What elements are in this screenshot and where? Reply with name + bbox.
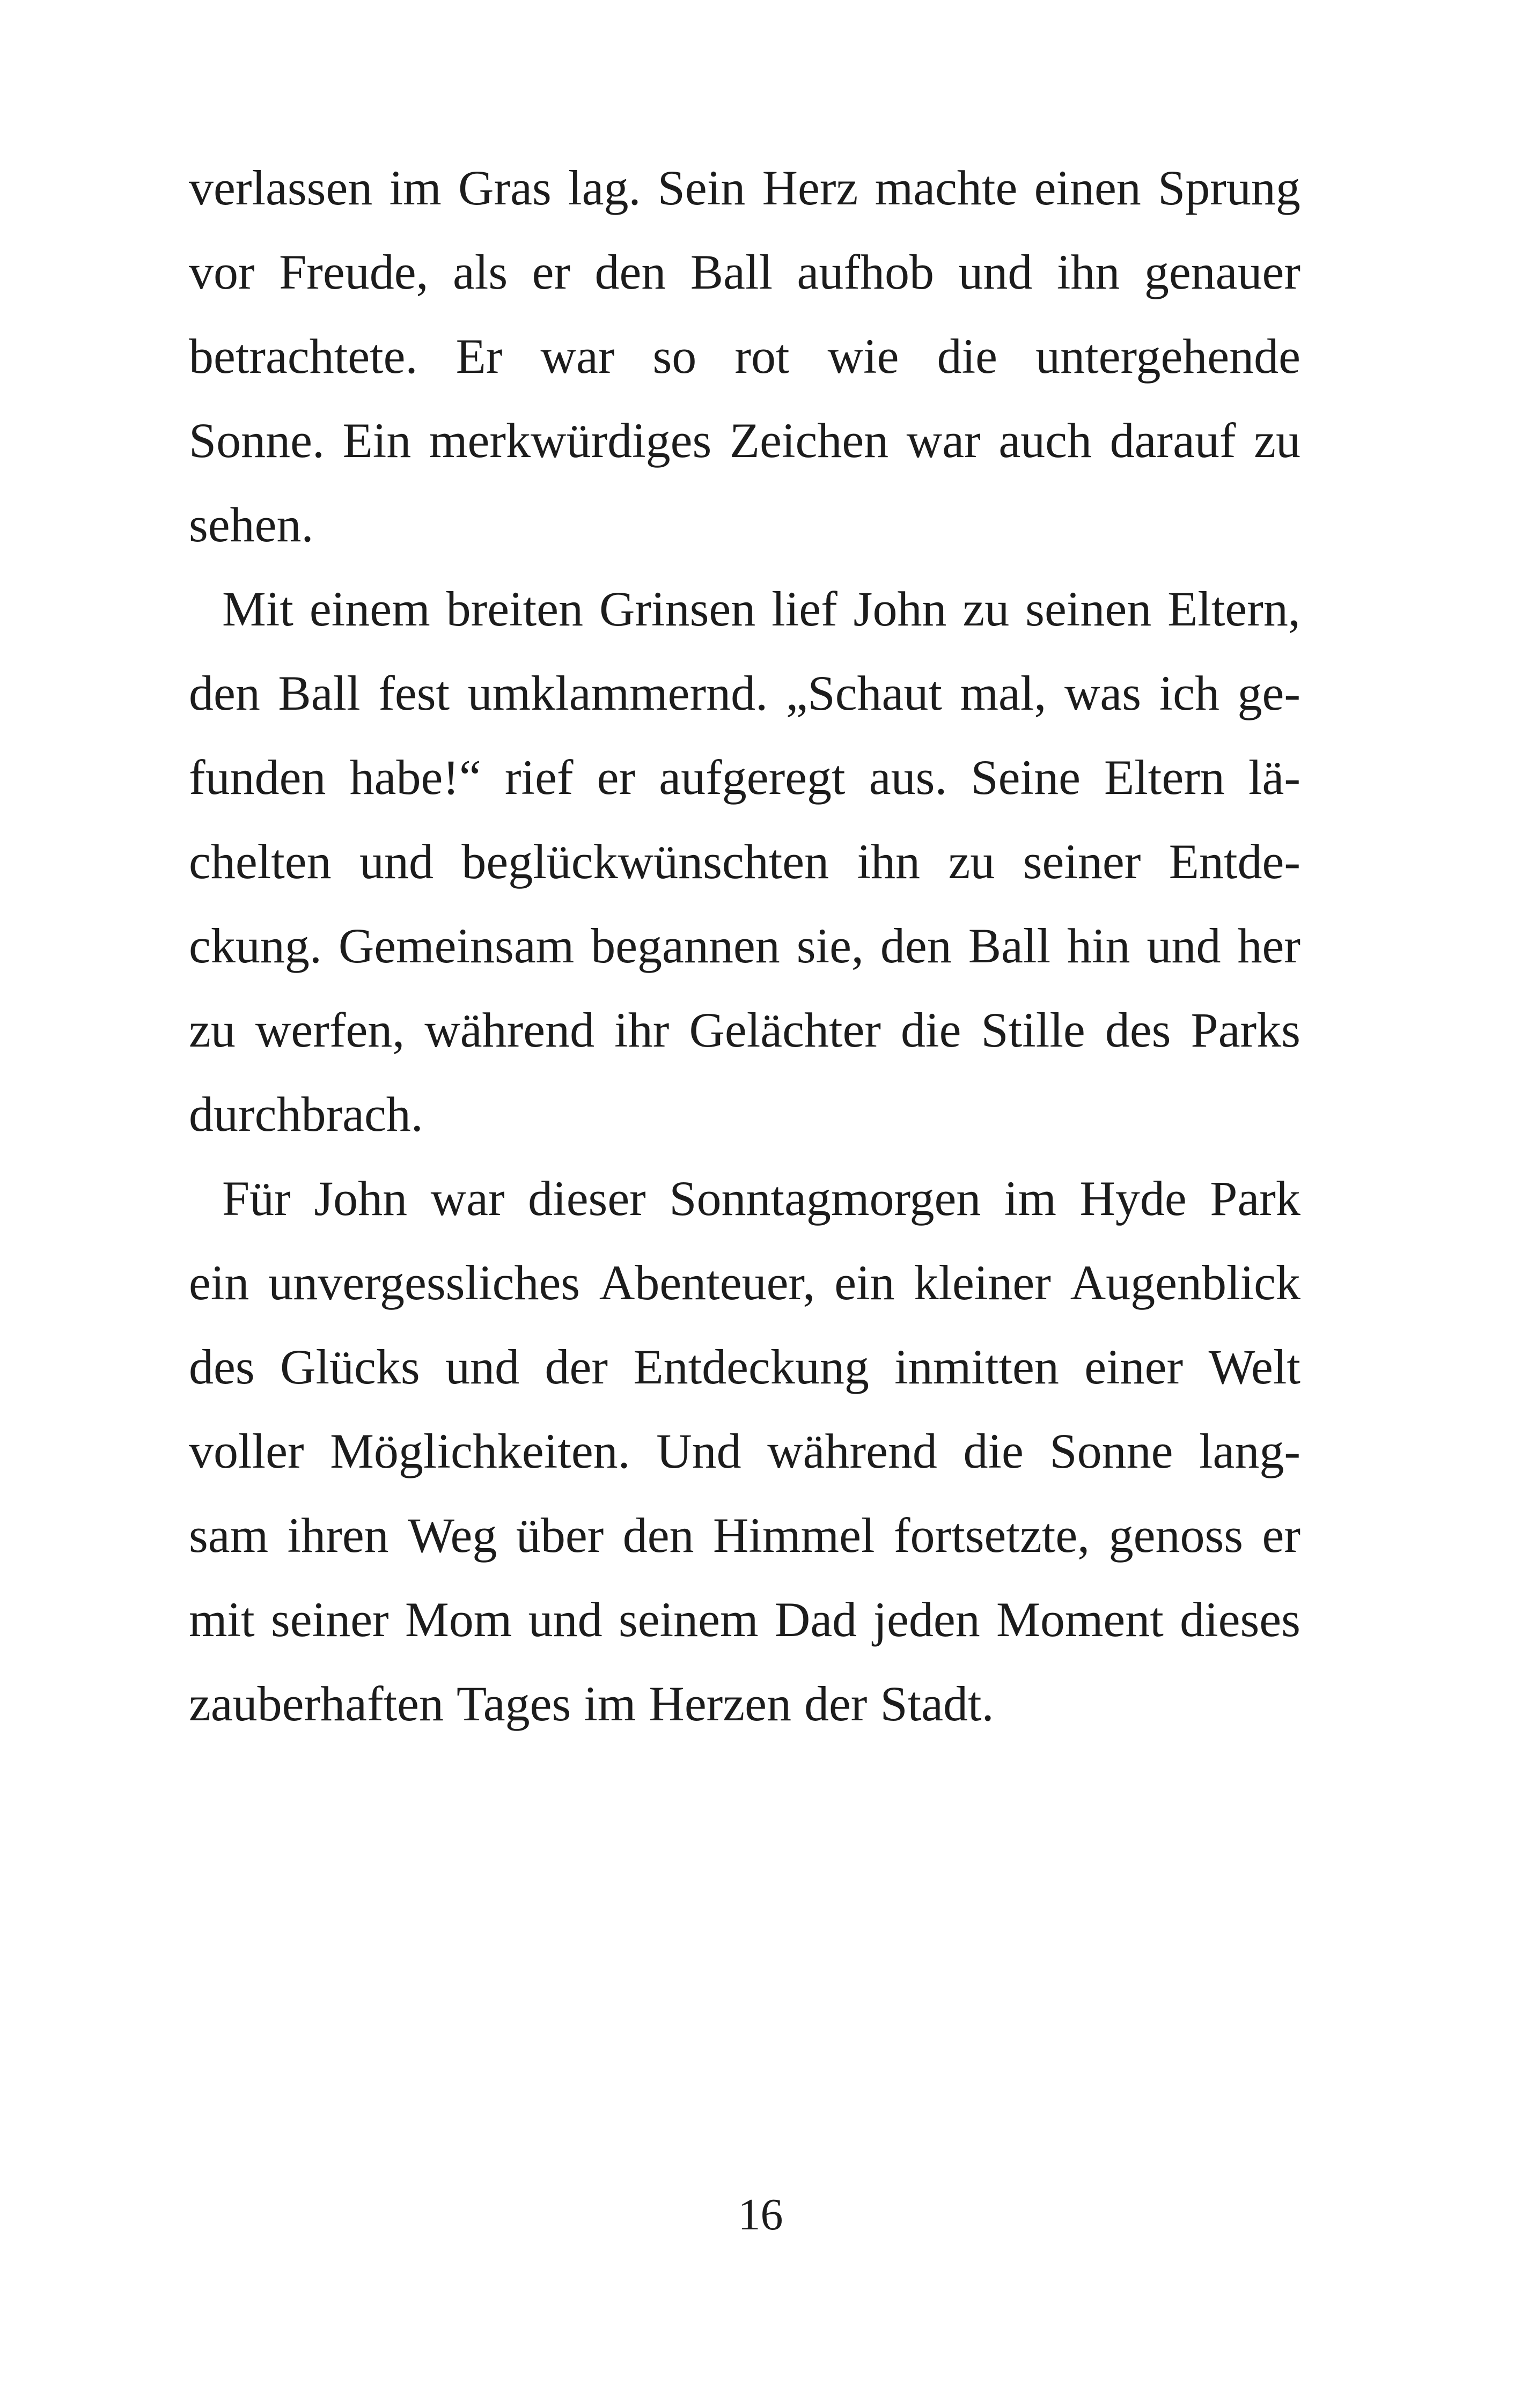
text-line: durchbrach. [189, 1087, 423, 1142]
text-line: Mit einem breiten Grinsen lief John zu seinen Eltern, [222, 581, 1300, 636]
text-line: zu werfen, während ihr Gelächter die Stille des Parks [189, 1003, 1300, 1057]
text-line: sam ihren Weg über den Himmel fortsetzte, genoss er [189, 1508, 1300, 1563]
text-line: voller Möglichkeiten. Und während die Sonne lang- [189, 1424, 1300, 1478]
text-line: verlassen im Gras lag. Sein Herz machte einen Sprung [189, 160, 1300, 215]
text-line: ein unvergessliches Abenteuer, ein kleiner Augenblick [189, 1255, 1300, 1310]
text-line: den Ball fest umklammernd. „Schaut mal, was ich ge- [189, 666, 1300, 720]
text-line: vor Freude, als er den Ball aufhob und ihn genauer [189, 245, 1300, 299]
text-line: funden habe!“ rief er aufgeregt aus. Seine Eltern lä- [189, 750, 1300, 805]
text-line: betrachtete. Er war so rot wie die untergehende [189, 329, 1300, 384]
text-line: mit seiner Mom und seinem Dad jeden Moment dieses [189, 1592, 1300, 1647]
text-line: sehen. [189, 497, 314, 552]
text-line: chelten und beglückwünschten ihn zu seiner Entde- [189, 834, 1300, 889]
text-line: Für John war dieser Sonntagmorgen im Hyde Park [222, 1171, 1300, 1226]
text-line: Sonne. Ein merkwürdiges Zeichen war auch darauf zu [189, 413, 1300, 468]
text-line: ckung. Gemeinsam begannen sie, den Ball hin und her [189, 918, 1300, 973]
text-line: des Glücks und der Entdeckung inmitten einer Welt [189, 1339, 1300, 1394]
body-text [189, 146, 1300, 1746]
page-number: 16 [738, 2190, 783, 2240]
text-line: zauberhaften Tages im Herzen der Stadt. [189, 1676, 994, 1731]
